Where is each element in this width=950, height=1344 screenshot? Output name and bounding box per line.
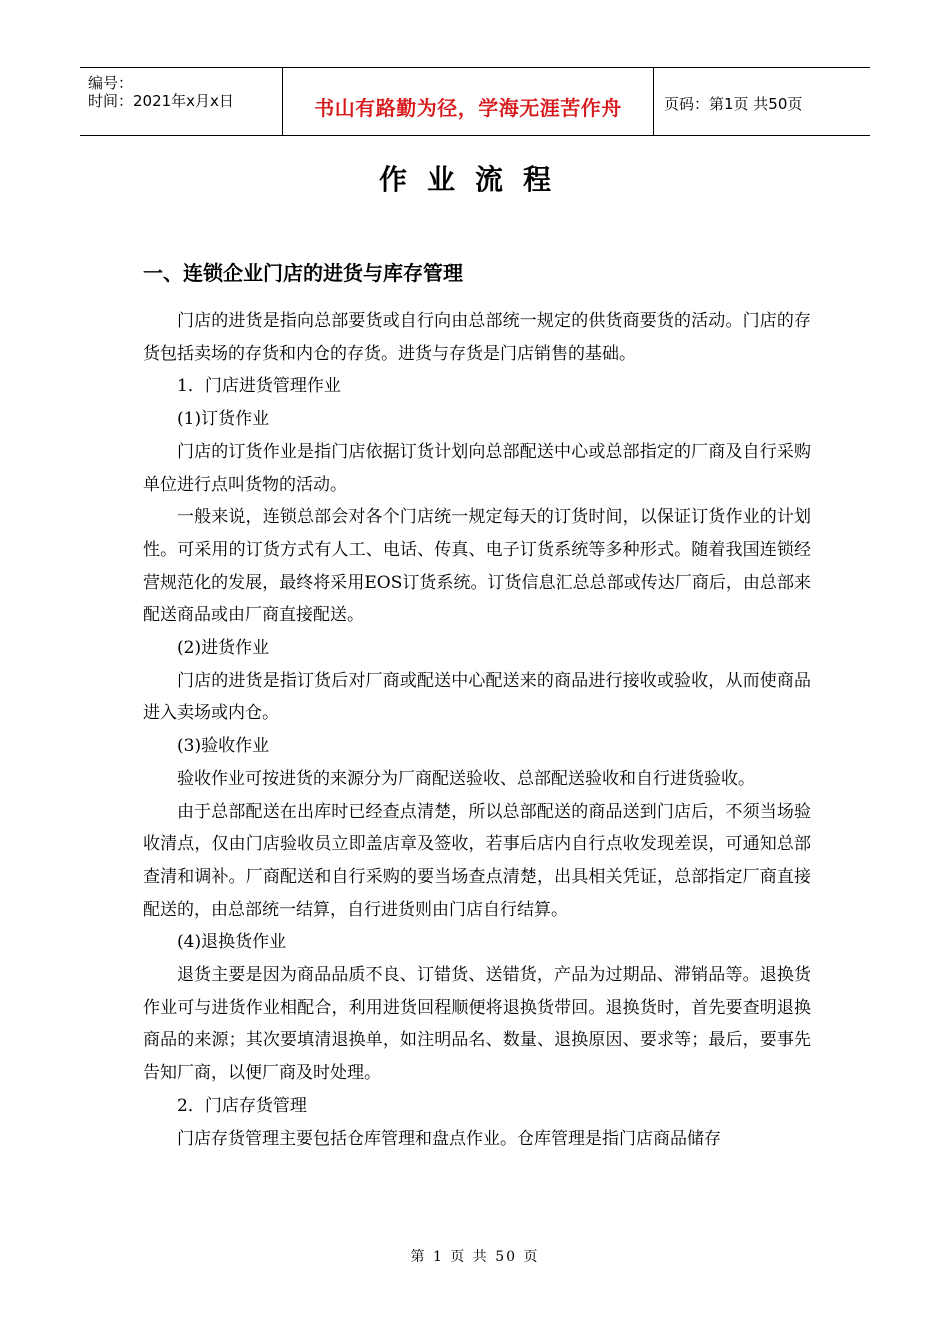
header-page-code: 页码：第1页 共50页 (664, 95, 803, 113)
subheading: (2)进货作业 (177, 638, 270, 659)
subheading: (1)订货作业 (177, 409, 270, 430)
page-footer: 第 1 页 共 50 页 (410, 1249, 540, 1265)
paragraph: 由于总部配送在出库时已经查点清楚，所以总部配送的商品送到门店后，不须当场验收清点，仅由门店验收员立即盖店章及签收，若事后店内自行点收发现差误，可通知总部查清和调补。厂商配送和自行采购的要当场查点清楚，出具相关凭证，总部指定厂商直接配送的，由总部统一结算，自行进货则由门店自行结算。 (143, 801, 811, 920)
subheading: (4)退换货作业 (177, 932, 287, 953)
header-left-cell (80, 68, 282, 135)
paragraph: 一般来说，连锁总部会对各个门店统一规定每天的订货时间，以保证订货作业的计划性。可采用的订货方式有人工、电话、传真、电子订货系统等多种形式。随着我国连锁经营规范化的发展，最终将采用EOS订货系统。订货信息汇总总部或传达厂商后，由总部来配送商品或由厂商直接配送。 (143, 507, 811, 626)
paragraph: 门店的进货是指订货后对厂商或配送中心配送来的商品进行接收或验收，从而使商品进入卖场或内仓。 (143, 670, 811, 724)
paragraph: 门店的订货作业是指门店依据订货计划向总部配送中心或总部指定的厂商及自行采购单位进行点叫货物的活动。 (143, 441, 811, 495)
document-date: 时间：2021年x月x日 (88, 92, 234, 110)
document-body (143, 305, 811, 1155)
document-header-table (80, 67, 870, 136)
document-title: 作业流程 (378, 163, 571, 196)
paragraph: 退货主要是因为商品品质不良、订错货、送错货，产品为过期品、滞销品等。退换货作业可与进货作业相配合，利用进货回程顺便将退换货带回。退换货时，首先要查明退换商品的来源；其次要填清退换单，如注明品名、数量、退换原因、要求等；最后，要事先告知厂商，以便厂商及时处理。 (143, 965, 811, 1084)
document-number-label: 编号： (88, 74, 134, 92)
subheading: 2．门店存货管理 (177, 1095, 307, 1116)
paragraph: 验收作业可按进货的来源分为厂商配送验收、总部配送验收和自行进货验收。 (177, 768, 755, 789)
subheading: 1．门店进货管理作业 (177, 376, 341, 397)
section-heading: 一、连锁企业门店的进货与库存管理 (143, 261, 463, 285)
subheading: (3)验收作业 (177, 736, 270, 757)
paragraph: 门店的进货是指向总部要货或自行向由总部统一规定的供货商要货的活动。门店的存货包括卖场的存货和内仓的存货。进货与存货是门店销售的基础。 (143, 311, 811, 364)
header-motto: 书山有路勤为径，学海无涯苦作舟 (314, 96, 622, 120)
paragraph: 门店存货管理主要包括仓库管理和盘点作业。仓库管理是指门店商品储存 (177, 1128, 721, 1149)
header-motto-cell (282, 68, 654, 135)
header-page-cell (654, 68, 870, 135)
